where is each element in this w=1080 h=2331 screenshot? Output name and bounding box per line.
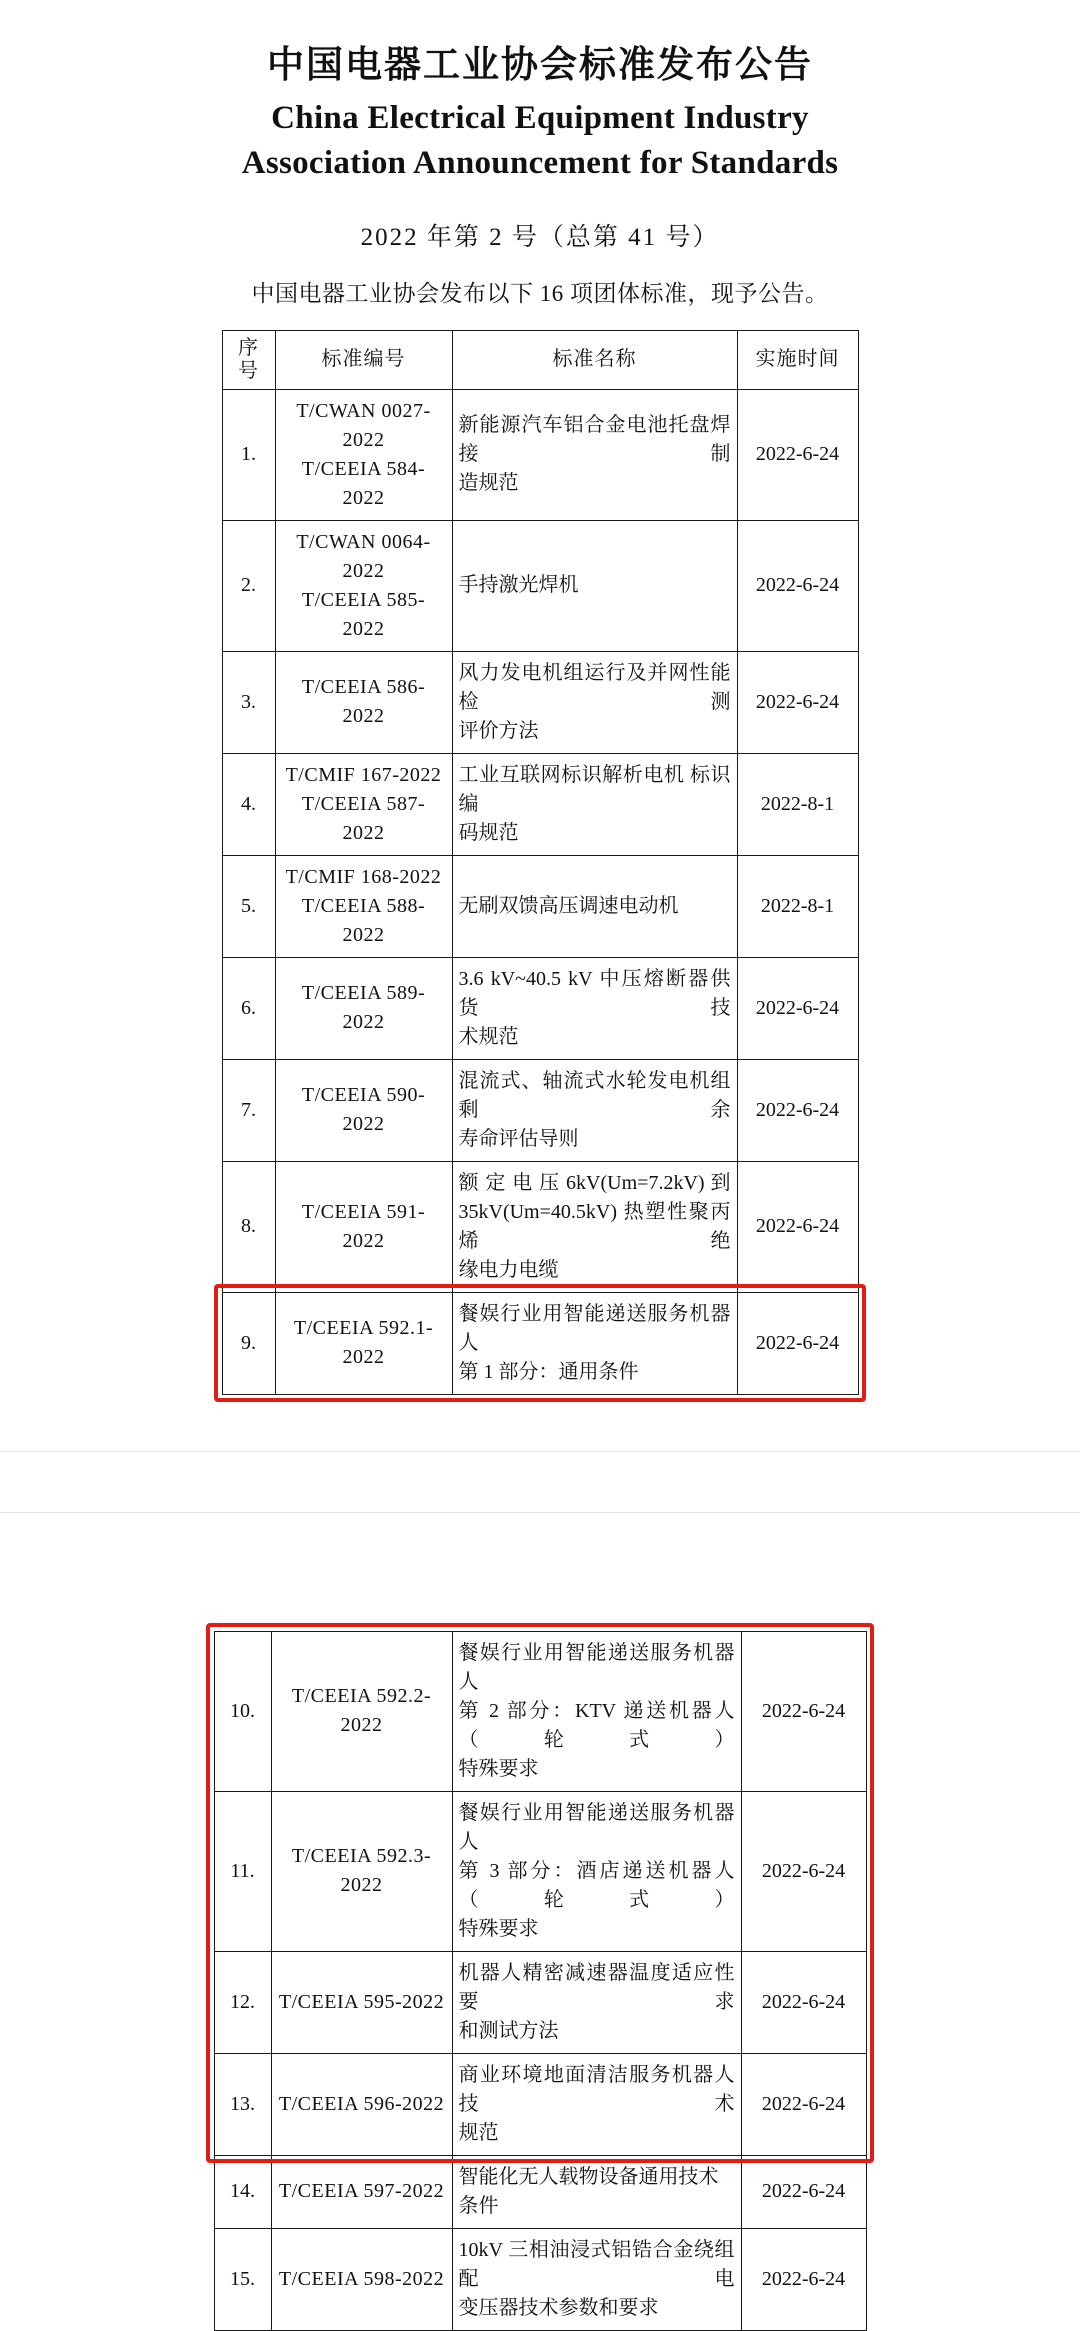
standard-code-line: T/CEEIA 598-2022 (278, 2267, 445, 2290)
implementation-date: 2022-6-24 (737, 651, 858, 753)
scan-page-2 (0, 1513, 1080, 2331)
column-header-date: 实施时间 (737, 330, 858, 389)
table-row (222, 389, 858, 520)
standard-code (275, 957, 452, 1059)
standard-code (275, 855, 452, 957)
standard-code-line: T/CEEIA 584-2022 (301, 457, 426, 509)
standard-name (452, 520, 737, 651)
lead-paragraph: 中国电器工业协会发布以下 16 项团体标准，现予公告。 (251, 280, 829, 306)
standard-name (452, 1951, 741, 2053)
standard-name (452, 753, 737, 855)
standard-name-line: 码规范 (458, 821, 519, 844)
implementation-date: 2022-8-1 (737, 855, 858, 957)
standard-name-line: 第 1 部分：通用条件 (458, 1360, 639, 1383)
standard-name (452, 855, 737, 957)
standard-name-line: 第 2 部分：KTV 递送机器人（轮式） (458, 1699, 735, 1751)
standard-name-line: 额 定 电 压 6kV(Um=7.2kV) 到 (458, 1171, 731, 1194)
row-index: 5. (222, 855, 275, 957)
standard-code (275, 1292, 452, 1394)
table-row (214, 1951, 866, 2053)
standard-code-line: T/CEEIA 592.3-2022 (291, 1845, 432, 1897)
standard-code-line: T/CEEIA 587-2022 (301, 792, 426, 844)
row-index: 8. (222, 1161, 275, 1292)
table-row (222, 855, 858, 957)
table-row (214, 2228, 866, 2330)
standard-name-line: 手持激光焊机 (458, 574, 579, 597)
implementation-date: 2022-6-24 (737, 1292, 858, 1394)
standard-name-line: 特殊要求 (458, 1757, 539, 1780)
implementation-date: 2022-8-1 (737, 753, 858, 855)
row-index: 9. (222, 1292, 275, 1394)
standard-code-line: T/CEEIA 585-2022 (301, 588, 426, 640)
standard-code-line: T/CEEIA 596-2022 (278, 2092, 445, 2115)
table-row (222, 753, 858, 855)
row-index: 2. (222, 520, 275, 651)
standard-code-line: T/CEEIA 597-2022 (278, 2180, 445, 2203)
standard-name-line: 风力发电机组运行及并网性能检测 (458, 661, 731, 713)
announcement-header (0, 38, 1080, 308)
table-row (214, 2053, 866, 2155)
page-title-cn: 中国电器工业协会标准发布公告 (267, 45, 813, 86)
standard-code-line: T/CEEIA 591-2022 (301, 1200, 426, 1252)
row-index: 14. (214, 2155, 271, 2228)
row-index: 4. (222, 753, 275, 855)
row-index: 7. (222, 1059, 275, 1161)
standard-code-line: T/CEEIA 592.2-2022 (291, 1685, 432, 1737)
row-index: 6. (222, 957, 275, 1059)
row-index: 1. (222, 389, 275, 520)
standard-name (452, 1059, 737, 1161)
standard-code (275, 1161, 452, 1292)
standard-code-line: T/CEEIA 590-2022 (301, 1084, 426, 1136)
standard-name-line: 智能化无人载物设备通用技术条件 (458, 2165, 719, 2217)
standard-name-line: 新能源汽车铝合金电池托盘焊接制 (458, 414, 731, 466)
standard-name-line: 机器人精密减速器温度适应性要求 (458, 1961, 735, 2013)
standard-name-line: 商业环境地面清洁服务机器人技术 (458, 2063, 735, 2115)
column-header-index-line1: 序 (238, 336, 259, 359)
standard-code (271, 2155, 452, 2228)
standard-name-line: 变压器技术参数和要求 (458, 2296, 659, 2319)
standard-code-line: T/CEEIA 592.1-2022 (293, 1317, 434, 1369)
standard-code (271, 1631, 452, 1791)
standard-code (271, 2228, 452, 2330)
standard-code (275, 651, 452, 753)
standard-name-line: 餐娱行业用智能递送服务机器人 (458, 1302, 731, 1354)
page-title-en-line1: China Electrical Equipment Industry (271, 99, 809, 136)
row-index: 13. (214, 2053, 271, 2155)
standard-name (452, 957, 737, 1059)
implementation-date: 2022-6-24 (741, 1791, 866, 1951)
standard-name (452, 651, 737, 753)
standard-code (271, 1791, 452, 1951)
standard-name (452, 1292, 737, 1394)
standard-name-line: 评价方法 (458, 719, 539, 742)
standard-name-line: 无刷双馈高压调速电动机 (458, 894, 679, 917)
table-body-page2 (214, 1631, 866, 2330)
implementation-date: 2022-6-24 (737, 957, 858, 1059)
implementation-date: 2022-6-24 (737, 1161, 858, 1292)
standard-code (275, 753, 452, 855)
table-row (214, 2155, 866, 2228)
standard-name-line: 术规范 (458, 1025, 519, 1048)
standard-code-line: T/CEEIA 586-2022 (301, 676, 426, 728)
standard-name (452, 1161, 737, 1292)
standard-code (271, 2053, 452, 2155)
standards-table-page1 (222, 330, 859, 1395)
standard-name-line: 餐娱行业用智能递送服务机器人 (458, 1801, 735, 1853)
standard-name-line: 3.6 kV~40.5 kV 中压熔断器供货技 (458, 967, 731, 1019)
standard-name-line: 35kV(Um=40.5kV) 热塑性聚丙烯绝 (458, 1200, 731, 1252)
standard-name-line: 特殊要求 (458, 1917, 539, 1940)
implementation-date: 2022-6-24 (741, 2228, 866, 2330)
row-index: 11. (214, 1791, 271, 1951)
standard-name-line: 和测试方法 (458, 2019, 559, 2042)
standard-name-line: 造规范 (458, 472, 519, 495)
table-row (222, 520, 858, 651)
page-title-en-line2: Association Announcement for Standards (241, 145, 839, 182)
standard-name-line: 工业互联网标识解析电机 标识编 (458, 763, 731, 815)
standard-code-line: T/CEEIA 595-2022 (278, 1990, 445, 2013)
row-index: 10. (214, 1631, 271, 1791)
standard-code-line: T/CEEIA 588-2022 (301, 894, 426, 946)
column-header-name: 标准名称 (452, 330, 737, 389)
implementation-date: 2022-6-24 (737, 520, 858, 651)
column-header-code: 标准编号 (275, 330, 452, 389)
table-row (214, 1631, 866, 1791)
table-body-page1 (222, 389, 858, 1394)
standard-code-line: T/CMIF 167-2022 (285, 763, 442, 786)
table-row (222, 957, 858, 1059)
implementation-date: 2022-6-24 (741, 2155, 866, 2228)
standard-code (271, 1951, 452, 2053)
page-separator (0, 1451, 1080, 1513)
standard-name (452, 1791, 741, 1951)
standard-name-line: 规范 (458, 2121, 499, 2144)
standard-code-line: T/CWAN 0027-2022 (296, 399, 431, 451)
standard-code-line: T/CMIF 168-2022 (285, 865, 442, 888)
column-header-index-line2: 号 (238, 359, 259, 382)
standards-table-page2 (214, 1631, 867, 2331)
standard-name-line: 混流式、轴流式水轮发电机组剩余 (458, 1069, 731, 1121)
implementation-date: 2022-6-24 (741, 1631, 866, 1791)
page-title-en (180, 96, 900, 187)
standard-name (452, 389, 737, 520)
implementation-date: 2022-6-24 (737, 389, 858, 520)
row-index: 15. (214, 2228, 271, 2330)
table-row (222, 1161, 858, 1292)
standard-name (452, 1631, 741, 1791)
standard-name-line: 寿命评估导则 (458, 1127, 579, 1150)
standard-code-line: T/CEEIA 589-2022 (301, 982, 426, 1034)
standard-name (452, 2155, 741, 2228)
table-row (214, 1791, 866, 1951)
standard-name (452, 2053, 741, 2155)
implementation-date: 2022-6-24 (741, 1951, 866, 2053)
table-header (222, 330, 858, 389)
implementation-date: 2022-6-24 (737, 1059, 858, 1161)
implementation-date: 2022-6-24 (741, 2053, 866, 2155)
table-row (222, 651, 858, 753)
row-index: 3. (222, 651, 275, 753)
standard-code (275, 520, 452, 651)
table-row (222, 1059, 858, 1161)
standard-code (275, 389, 452, 520)
standard-code (275, 1059, 452, 1161)
document-number: 2022 年第 2 号（总第 41 号） (360, 223, 720, 251)
standard-code-line: T/CWAN 0064-2022 (296, 530, 431, 582)
standard-name-line: 餐娱行业用智能递送服务机器人 (458, 1641, 735, 1693)
table-row (222, 1292, 858, 1394)
column-header-index (222, 330, 275, 389)
standard-name-line: 缘电力电缆 (458, 1258, 559, 1281)
standard-name-line: 10kV 三相油浸式铝锆合金绕组配电 (458, 2238, 735, 2290)
standard-name-line: 第 3 部分：酒店递送机器人（轮式） (458, 1859, 735, 1911)
row-index: 12. (214, 1951, 271, 2053)
table-header-row (222, 330, 858, 389)
standard-name (452, 2228, 741, 2330)
